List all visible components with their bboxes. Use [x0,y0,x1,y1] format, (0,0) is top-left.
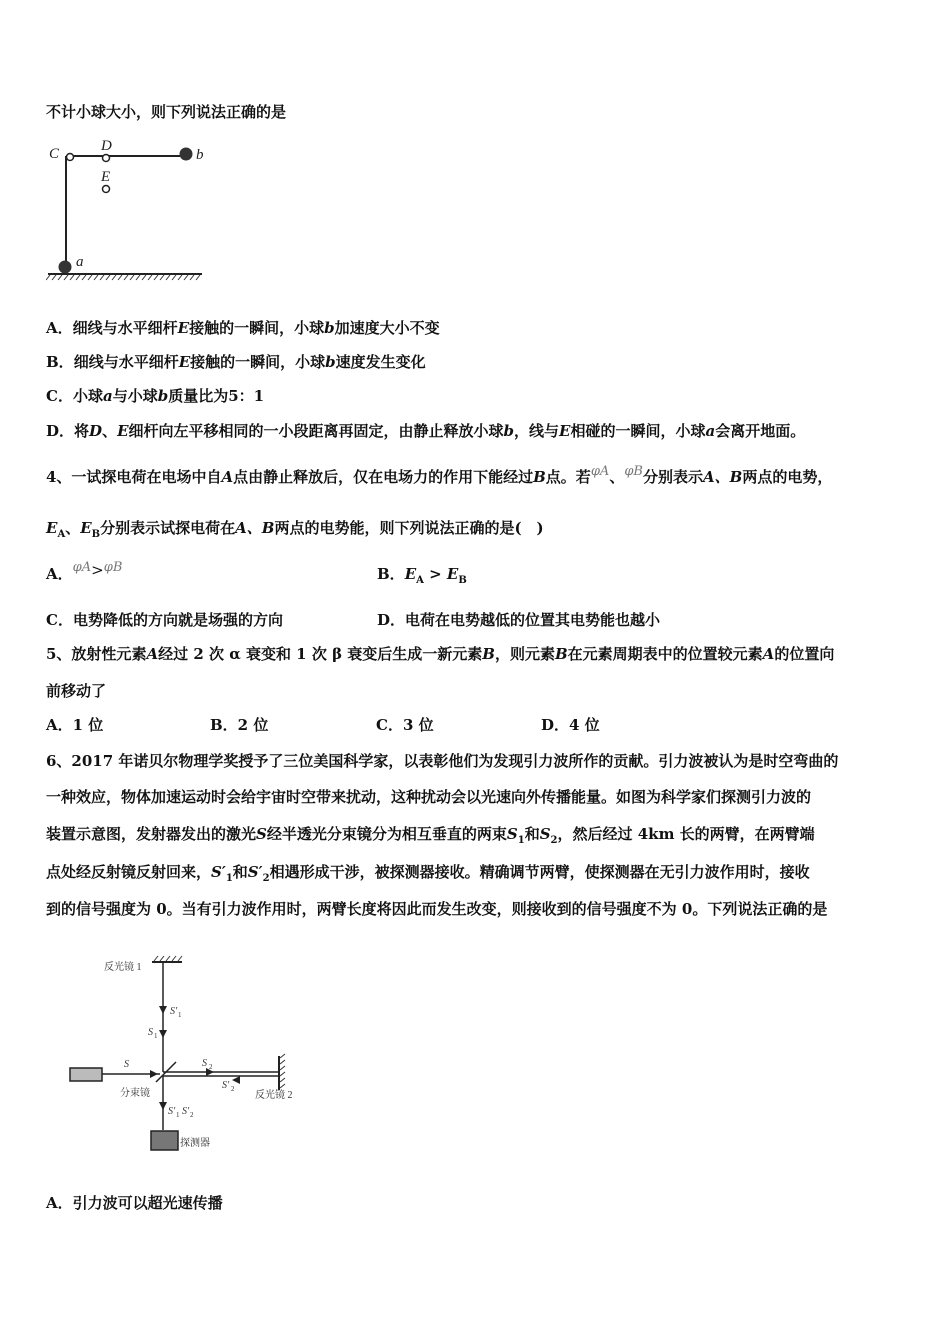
rod-d-icon [103,155,110,162]
beam-s-label: S [124,1059,129,1070]
svg-text:2: 2 [190,1111,194,1119]
q3-option-d: D．将D、E细杆向左平移相同的一小段距离再固定，由静止释放小球b，线与E相碰的一瞬间，小球a会离开地面。 [46,422,806,440]
q6-stem-line1: 6、2017 年诺贝尔物理学奖授予了三位美国科学家，以表彰他们为发现引力波所作的贡献。引力波被认为是时空弯曲的 [46,752,839,770]
q4-option-d: D．电荷在电势越低的位置其电势能也越小 [377,611,661,629]
phi-b-symbol: φB [624,464,643,479]
label-a: a [76,254,84,270]
svg-text:1: 1 [154,1032,158,1040]
q4-stem-line2: $E_A$、$E_B$分别表示试探电荷在A、B两点的电势能，则下列说法正确的是( ) [46,519,544,540]
interferometer-figure [60,950,330,1160]
q5-option-a: A．1 位 [46,716,104,734]
q4-option-a: A．φA>φB [46,560,123,583]
beam-s1-label: S [148,1027,153,1038]
label-e: E [101,169,111,185]
output-s2p-label: S′ [182,1106,190,1117]
svg-text:1: 1 [178,1011,182,1019]
beam-s1p-label: S′ [170,1006,178,1017]
ball-b-icon [180,148,193,161]
q5-option-b: B．2 位 [210,716,269,734]
q5-option-d: D．4 位 [541,716,600,734]
mirror-1-label: 反光镜 1 [104,962,142,973]
label-d: D [101,138,112,154]
q4-option-b: B．$E_A > E_B$ [377,565,467,586]
q6-stem-line4: 点处经反射镜反射回来，$S'_1$和$S'_2$相遇形成干涉，被探测器接收。精确调节两臂，使探测器在无引力波作用时，接收 [46,863,810,884]
q5-stem-line2: 前移动了 [46,682,107,700]
q4-option-c: C．电势降低的方向就是场强的方向 [46,611,283,629]
q3-intro: 不计小球大小，则下列说法正确的是 [46,103,287,121]
arrow-down-icon-3 [159,1102,167,1110]
ball-a-icon [59,261,72,274]
mirror-2-label: 反光镜 2 [255,1090,293,1101]
svg-text:2: 2 [209,1063,213,1071]
q6-option-a: A．引力波可以超光速传播 [46,1194,223,1212]
label-c: C [49,146,60,162]
arrow-right-icon [150,1070,158,1078]
laser-emitter [70,1068,102,1081]
q6-stem-line3: 装置示意图，发射器发出的激光S经半透光分束镜分为相互垂直的两束$S_1$和$S_2$，然后经过 4km 长的两臂，在两臂端 [46,825,815,846]
q3-option-a: A．细线与水平细杆E接触的一瞬间，小球b加速度大小不变 [46,319,440,337]
q5-option-c: C．3 位 [376,716,434,734]
q3-figure [46,136,216,284]
q3-option-c: C．小球a与小球b质量比为5：1 [46,387,265,405]
beam-s2-label: S [202,1058,207,1069]
q5-stem-line1: 5、放射性元素A经过 2 次 α 衰变和 1 次 β 衰变后生成一新元素B，则元素B在元素周期表中的位置较元素A的位置向 [46,645,835,663]
svg-text:1: 1 [176,1111,180,1119]
label-b: b [196,147,204,163]
rod-c-icon [67,154,74,161]
arrow-left-icon [232,1076,240,1084]
q6-stem-line2: 一种效应，物体加速运动时会给宇宙时空带来扰动，这种扰动会以光速向外传播能量。如图为科学家们探测引力波的 [46,788,812,806]
q3-option-b: B．细线与水平细杆E接触的一瞬间，小球b速度发生变化 [46,353,426,371]
phi-a-symbol: φA [590,464,610,479]
output-s1p-label: S′ [168,1106,176,1117]
arrow-down-icon [159,1006,167,1014]
detector-box [151,1131,178,1150]
splitter-label: 分束镜 [120,1088,150,1099]
arrow-down-icon-2 [159,1030,167,1038]
q6-stem-line5: 到的信号强度为 0。当有引力波作用时，两臂长度将因此而发生改变，则接收到的信号强度不为 0。下列说法正确的是 [46,900,828,918]
rod-e-icon [103,186,110,193]
svg-text:2: 2 [231,1085,235,1093]
detector-label: 探测器 [180,1138,210,1149]
ground-hatch [46,275,200,280]
beam-s2p-label: S′ [222,1080,230,1091]
q4-stem-line1: 4、一试探电荷在电场中自A点由静止释放后，仅在电场力的作用下能经过B点。若φA、φB分别表示A、B两点的电势， [46,464,833,486]
